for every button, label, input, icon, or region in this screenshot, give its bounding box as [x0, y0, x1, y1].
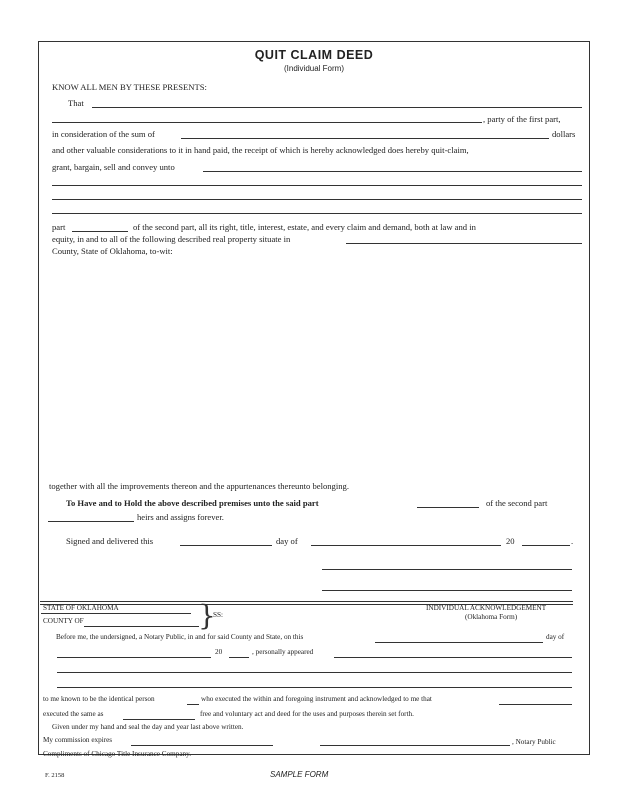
together-text: together with all the improvements thereon and the appurtenances thereunto belonging.: [49, 481, 349, 491]
ss-label: SS:: [213, 611, 223, 619]
before-me-text: Before me, the undersigned, a Notary Public, in and for said County and State, on this: [56, 633, 304, 641]
known-person-text: to me known to be the identical person: [43, 695, 155, 703]
state-label: STATE OF OKLAHOMA: [43, 604, 119, 612]
grantor-field-2[interactable]: [52, 122, 482, 123]
equity-text: equity, in and to all of the following described real property situate in: [52, 234, 291, 244]
ack-year-label: 20: [215, 648, 223, 656]
grantor-field-1[interactable]: [92, 107, 582, 108]
intro-text: KNOW ALL MEN BY THESE PRESENTS:: [52, 82, 207, 92]
ack-year-field[interactable]: [229, 657, 249, 658]
ack-month-field[interactable]: [57, 657, 211, 658]
second-part-text: of the second part, all its right, title, interest, estate, and every claim and demand, both at law and in: [133, 222, 476, 232]
ack-day-field[interactable]: [375, 642, 543, 643]
person-plural-field[interactable]: [187, 704, 199, 705]
dollars-label: dollars: [552, 129, 576, 139]
grantee-field-2[interactable]: [52, 185, 582, 186]
notary-signature-field[interactable]: [320, 745, 510, 746]
executed-as-field[interactable]: [123, 719, 195, 720]
appeared-name-field-3[interactable]: [57, 687, 572, 688]
divider-line: [40, 601, 573, 602]
signed-day-field[interactable]: [180, 545, 272, 546]
grantor-signature-line-1[interactable]: [322, 569, 572, 570]
given-text: Given under my hand and seal the day and year last above written.: [52, 723, 244, 731]
grant-text: grant, bargain, sell and convey unto: [52, 162, 175, 172]
heirs-field[interactable]: [48, 521, 134, 522]
sum-field[interactable]: [181, 138, 549, 139]
heirs-text: heirs and assigns forever.: [137, 512, 224, 522]
state-underline: [41, 613, 191, 614]
page-subtitle: (Individual Form): [283, 64, 344, 73]
consideration-label: in consideration of the sum of: [52, 129, 155, 139]
of-second-part-text: of the second part: [486, 498, 548, 508]
sample-form-label: SAMPLE FORM: [270, 770, 329, 779]
signed-text: Signed and delivered this: [66, 536, 154, 546]
executed-same-text: executed the same as: [43, 710, 104, 718]
signed-year-label: 20: [506, 536, 515, 546]
county-label: COUNTY OF: [43, 617, 84, 625]
grantee-field-4[interactable]: [52, 213, 582, 214]
part-field[interactable]: [72, 231, 128, 232]
signed-year-field[interactable]: [522, 545, 570, 546]
county-field[interactable]: [346, 243, 582, 244]
compliments-text: Compliments of Chicago Title Insurance Company.: [43, 750, 192, 758]
brace-icon: }: [198, 599, 216, 632]
commission-field[interactable]: [131, 745, 273, 746]
appeared-name-field[interactable]: [334, 657, 572, 658]
signed-month-field[interactable]: [311, 545, 501, 546]
page-title: QUIT CLAIM DEED: [254, 48, 374, 62]
ack-county-field[interactable]: [84, 626, 199, 627]
ack-subheading: (Oklahoma Form): [465, 613, 518, 621]
form-number: F. 2158: [45, 772, 65, 779]
personally-appeared-text: , personally appeared: [252, 648, 314, 656]
grantor-signature-line-2[interactable]: [322, 590, 572, 591]
grantee-field-1[interactable]: [203, 171, 582, 172]
notary-public-label: , Notary Public: [512, 738, 556, 746]
to-have-text: To Have and to Hold the above described premises unto the said part: [66, 498, 319, 508]
ack-day-of-label: day of: [546, 633, 565, 641]
county-state-text: County, State of Oklahoma, to-wit:: [52, 246, 173, 256]
grantee-field-3[interactable]: [52, 199, 582, 200]
party-first-label: , party of the first part,: [483, 114, 561, 124]
acknowledger-field[interactable]: [499, 704, 572, 705]
commission-label: My commission expires: [43, 736, 113, 744]
that-label: That: [68, 98, 84, 108]
ack-heading: INDIVIDUAL ACKNOWLEDGEMENT: [426, 604, 547, 612]
executed-within-text: who executed the within and foregoing instrument and acknowledged to me that: [201, 695, 432, 703]
signed-day-of-label: day of: [276, 536, 298, 546]
part-label: part: [52, 222, 66, 232]
free-act-text: free and voluntary act and deed for the uses and purposes therein set forth.: [200, 710, 414, 718]
other-considerations-text: and other valuable considerations to it in hand paid, the receipt of which is hereby acknowledged does hereby quit-claim,: [52, 145, 469, 155]
appeared-name-field-2[interactable]: [57, 672, 572, 673]
to-have-part-field[interactable]: [417, 507, 479, 508]
